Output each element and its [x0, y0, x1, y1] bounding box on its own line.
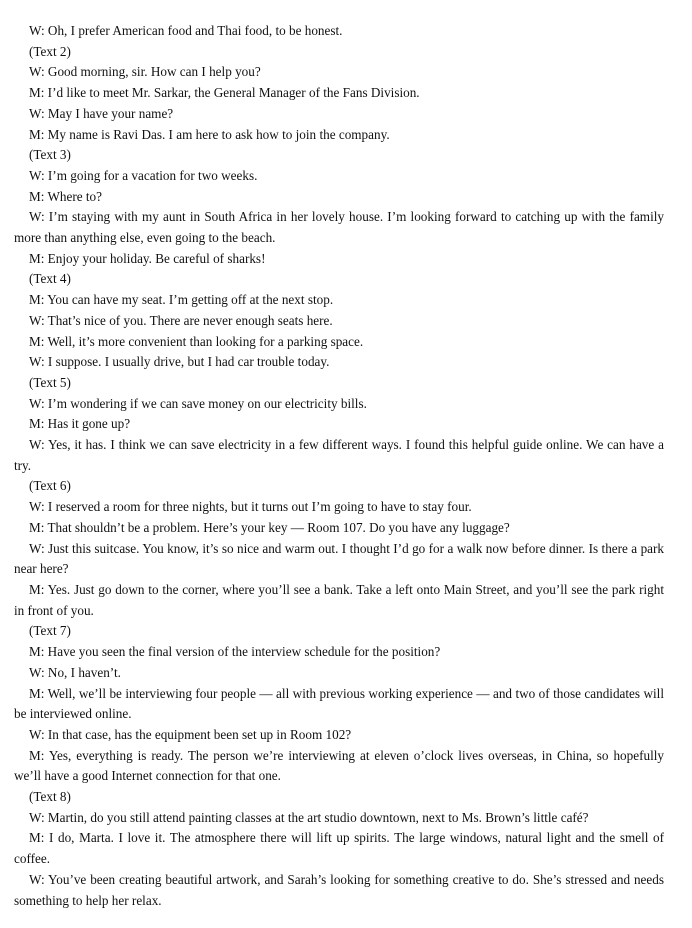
dialogue-line: M: Well, we’ll be interviewing four people — all with previous working experience — and two of those candidates will be interviewed online.: [14, 685, 664, 722]
section-heading: (Text 5): [29, 374, 71, 390]
dialogue-line: W: I reserved a room for three nights, but it turns out I’m going to have to stay four.: [29, 499, 472, 515]
dialogue-line: W: Good morning, sir. How can I help you?: [29, 64, 261, 80]
dialogue-line: M: Enjoy your holiday. Be careful of sharks!: [29, 250, 266, 266]
dialogue-line: W: Just this suitcase. You know, it’s so nice and warm out. I thought I’d go for a walk now before dinner. Is there a park near here?: [14, 540, 664, 577]
dialogue-line: W: I’m wondering if we can save money on our electricity bills.: [29, 395, 367, 411]
dialogue-line: W: Oh, I prefer American food and Thai food, to be honest.: [29, 23, 343, 38]
dialogue-line: M: I’d like to meet Mr. Sarkar, the General Manager of the Fans Division.: [29, 85, 420, 101]
section-heading: (Text 4): [29, 271, 71, 287]
dialogue-line: M: Well, it’s more convenient than looking for a parking space.: [29, 333, 364, 349]
dialogue-line: W: I’m going for a vacation for two weeks.: [29, 167, 258, 183]
section-heading: (Text 3): [29, 147, 71, 163]
section-heading: (Text 6): [29, 478, 71, 494]
dialogue-line: W: Martin, do you still attend painting classes at the art studio downtown, next to Ms. Brown’s little café?: [29, 809, 589, 825]
dialogue-line: M: My name is Ravi Das. I am here to ask how to join the company.: [29, 126, 390, 142]
section-heading: (Text 2): [29, 43, 71, 59]
transcript-document: [14, 21, 664, 911]
dialogue-line: W: In that case, has the equipment been set up in Room 102?: [29, 726, 352, 742]
dialogue-line: W: I’m staying with my aunt in South Africa in her lovely house. I’m looking forward to catching up with the family more than anything else, even going to the beach.: [14, 209, 664, 246]
dialogue-line: W: That’s nice of you. There are never enough seats here.: [29, 312, 333, 328]
dialogue-line: M: You can have my seat. I’m getting off at the next stop.: [29, 292, 334, 308]
dialogue-line: M: Has it gone up?: [29, 416, 131, 432]
dialogue-line: W: Yes, it has. I think we can save electricity in a few different ways. I found this helpful guide online. We can have a try.: [14, 437, 664, 473]
dialogue-line: W: No, I haven’t.: [29, 664, 121, 680]
dialogue-line: M: Yes, everything is ready. The person we’re interviewing at eleven o’clock lives overseas, in China, so hopefully we’ll have a good Internet connection for that one.: [14, 747, 664, 784]
dialogue-line: M: That shouldn’t be a problem. Here’s your key — Room 107. Do you have any luggage?: [29, 519, 510, 535]
dialogue-line: W: I suppose. I usually drive, but I had car trouble today.: [29, 354, 330, 370]
section-heading: (Text 7): [29, 623, 71, 639]
dialogue-line: W: May I have your name?: [29, 105, 174, 121]
dialogue-line: M: I do, Marta. I love it. The atmosphere there will lift up spirits. The large windows, natural light and the smell of coffee.: [14, 830, 664, 867]
dialogue-line: M: Have you seen the final version of the interview schedule for the position?: [29, 644, 441, 660]
dialogue-line: W: You’ve been creating beautiful artwork, and Sarah’s looking for something creative to do. She’s stressed and needs something to help her relax.: [14, 871, 664, 908]
dialogue-line: M: Yes. Just go down to the corner, where you’ll see a bank. Take a left onto Main Street, and you’ll see the park right in front of you.: [14, 581, 664, 618]
dialogue-line: M: Where to?: [29, 188, 102, 204]
section-heading: (Text 8): [29, 789, 71, 805]
